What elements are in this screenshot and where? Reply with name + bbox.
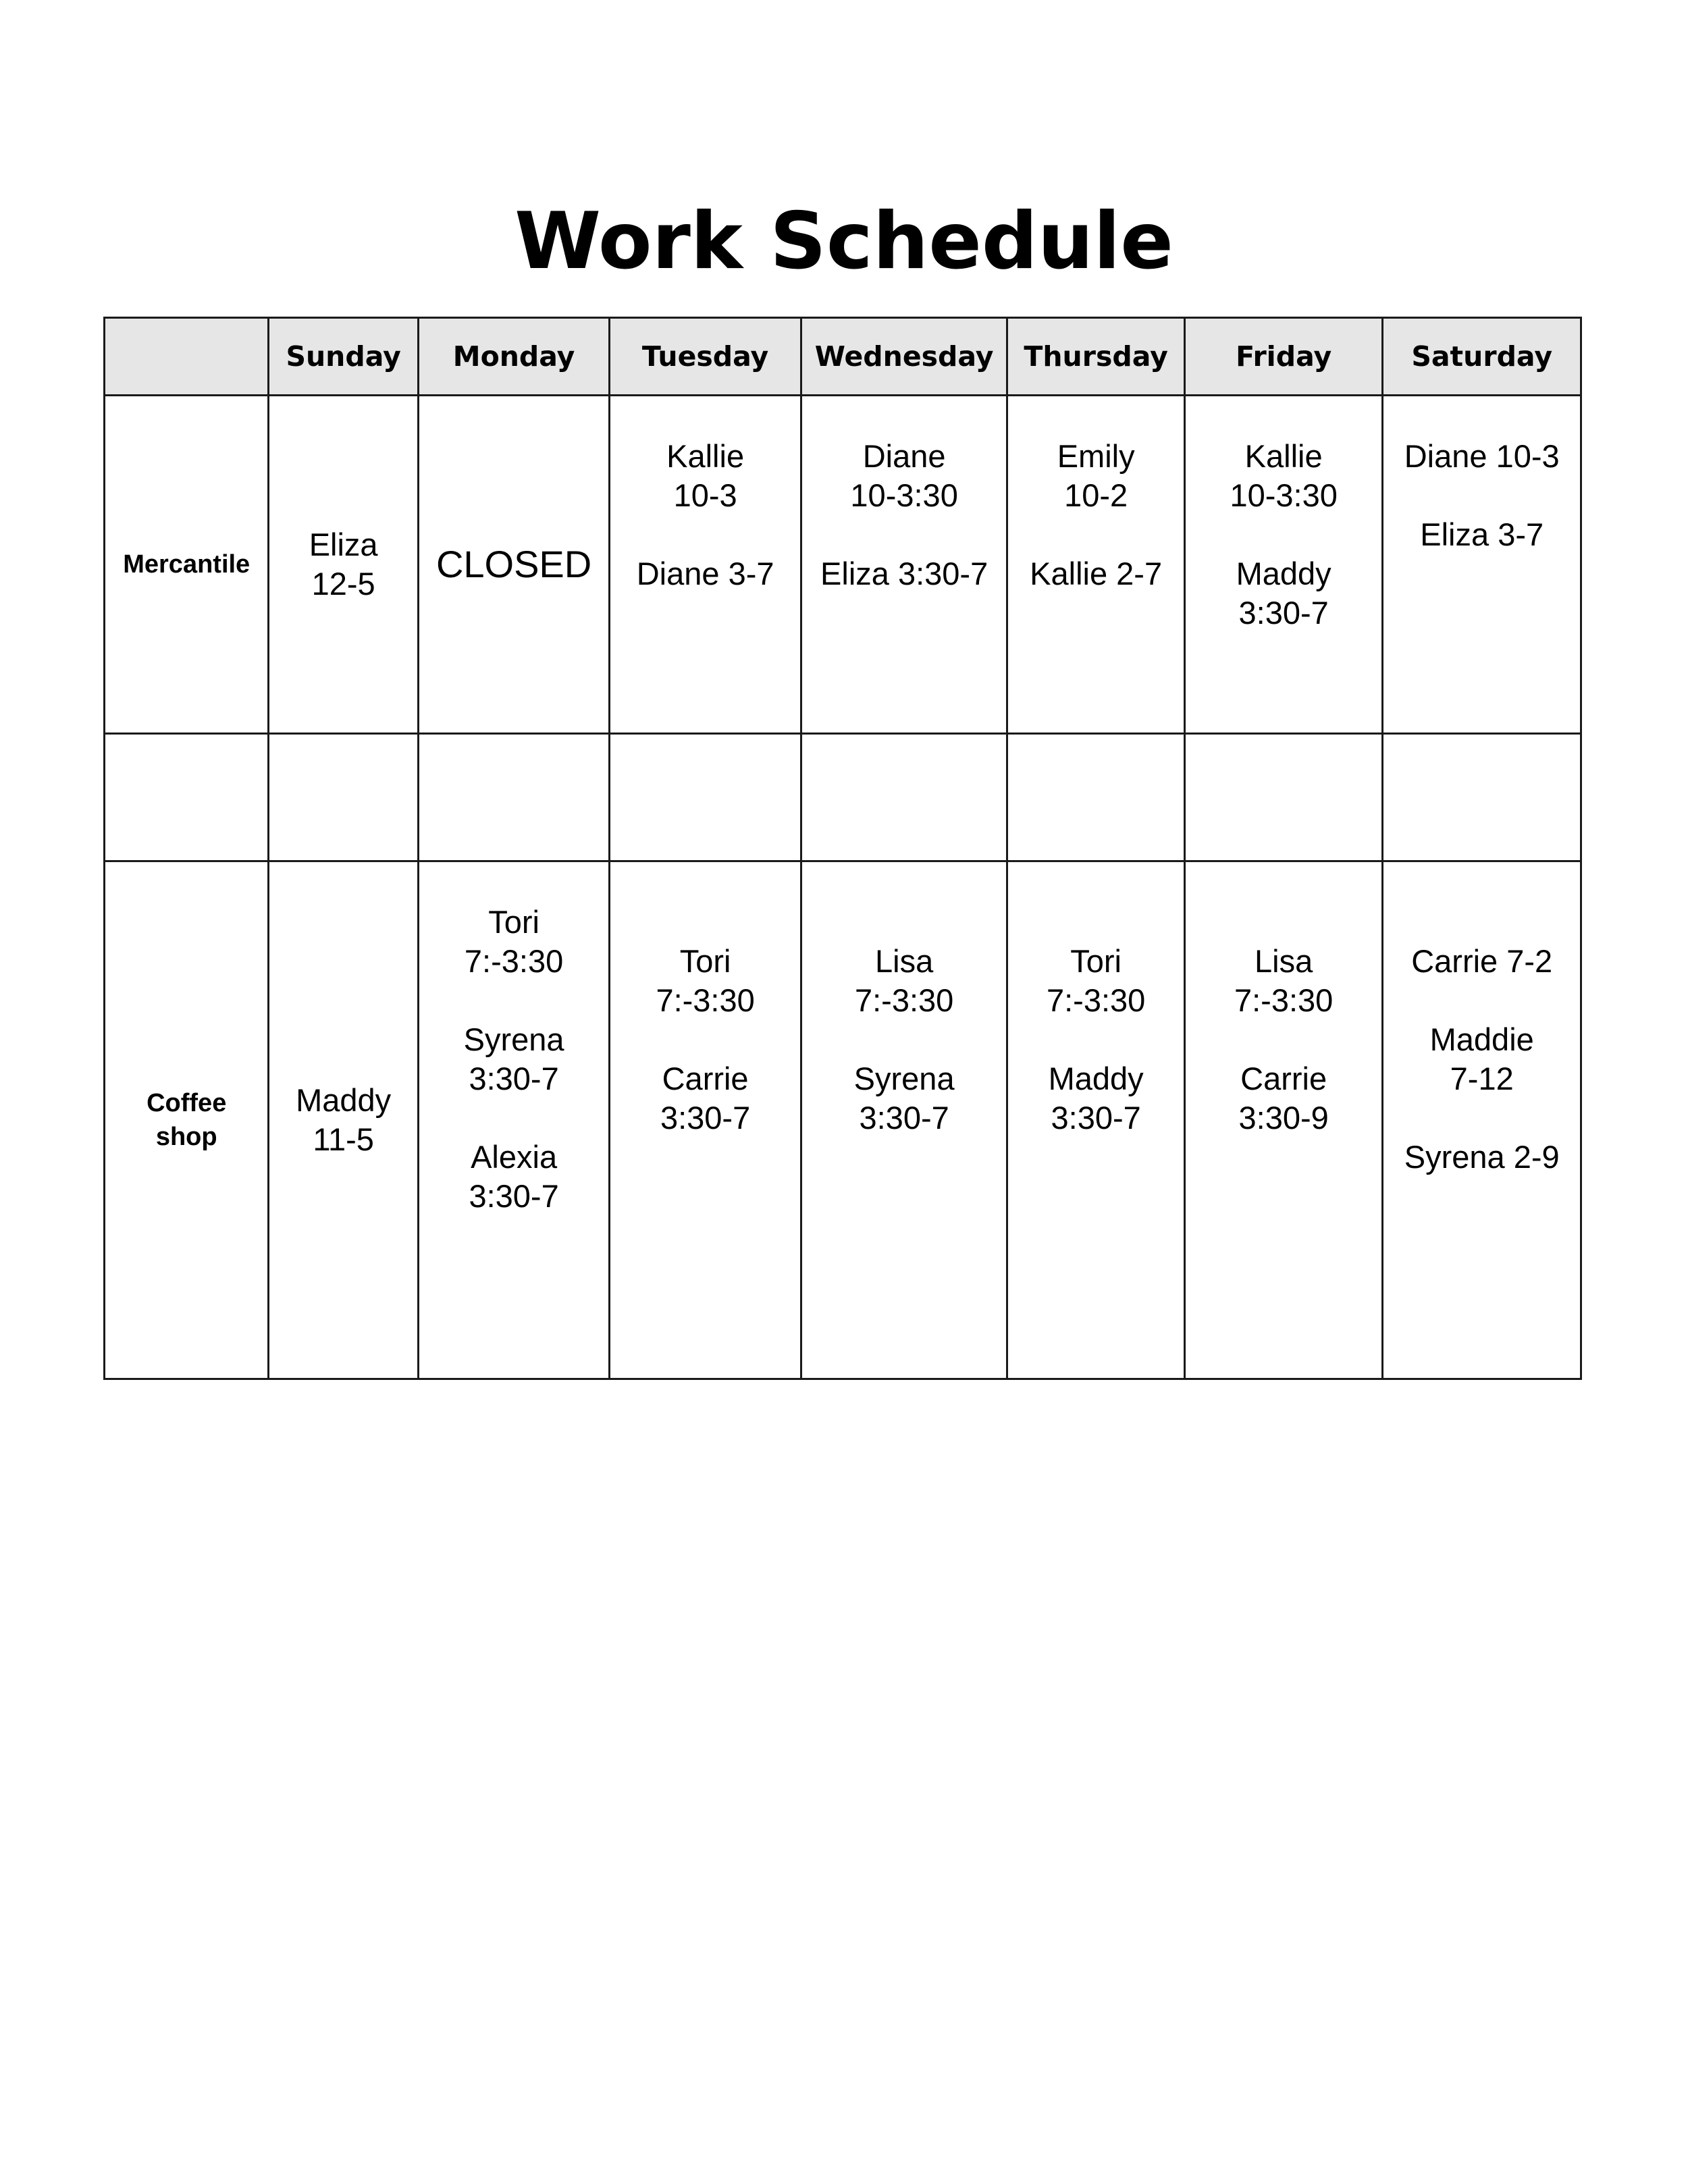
shift-name: Syrena	[463, 1021, 564, 1057]
mercantile-saturday-cell	[1383, 396, 1581, 734]
shift-time: 3:30-7	[1051, 1100, 1141, 1136]
shift-name: Lisa	[875, 943, 934, 979]
coffee-monday-cell	[418, 861, 610, 1379]
mercantile-thursday-cell	[1007, 396, 1184, 734]
label-line: Coffee	[147, 1089, 227, 1117]
header-sunday: Sunday	[269, 318, 418, 396]
shift-time: 7:-3:30	[854, 982, 954, 1018]
empty-row	[105, 734, 1581, 861]
shift-name: Syrena	[853, 1061, 955, 1096]
shift-time: 7:-3:30	[464, 943, 564, 979]
label-line: shop	[155, 1123, 217, 1151]
mercantile-wednesday-cell	[801, 396, 1007, 734]
mercantile-friday-cell	[1184, 396, 1383, 734]
empty-cell	[1007, 734, 1184, 861]
shift-time: 3:30-9	[1238, 1100, 1329, 1136]
mercantile-label: Mercantile	[105, 396, 269, 734]
coffee-wednesday-cell	[801, 861, 1007, 1379]
header-friday: Friday	[1184, 318, 1383, 396]
shift-time: 3:30-7	[469, 1061, 559, 1096]
header-thursday: Thursday	[1007, 318, 1184, 396]
shift-name: Maddy	[296, 1082, 392, 1118]
shift-time: 12-5	[311, 566, 375, 602]
shift-time: 7:-3:30	[656, 982, 755, 1018]
shift-time: 10-3:30	[850, 477, 958, 513]
shift-name: Maddy	[1236, 556, 1331, 591]
header-tuesday: Tuesday	[610, 318, 801, 396]
shift-time: 11-5	[313, 1121, 374, 1157]
shift-entry: Kallie 2-7	[1030, 556, 1163, 591]
shift-entry: Eliza 3-7	[1420, 516, 1544, 552]
header-monday: Monday	[418, 318, 610, 396]
shift-name: Alexia	[471, 1139, 558, 1175]
shift-time: 3:30-7	[660, 1100, 751, 1136]
shift-name: Emily	[1057, 438, 1135, 474]
schedule-table	[103, 317, 1582, 1380]
shift-name: Diane	[862, 438, 946, 474]
coffee-tuesday-cell	[610, 861, 801, 1379]
shift-time: 7:-3:30	[1234, 982, 1334, 1018]
coffee-friday-cell	[1184, 861, 1383, 1379]
empty-cell	[610, 734, 801, 861]
shift-name: Eliza	[309, 527, 378, 562]
mercantile-tuesday-cell	[610, 396, 801, 734]
mercantile-sunday-cell	[269, 396, 418, 734]
coffee-saturday-cell	[1383, 861, 1581, 1379]
empty-cell	[269, 734, 418, 861]
shift-name: Carrie	[1240, 1061, 1327, 1096]
shift-entry: Syrena 2-9	[1404, 1139, 1560, 1175]
coffee-thursday-cell	[1007, 861, 1184, 1379]
coffee-sunday-cell	[269, 861, 418, 1379]
mercantile-monday-cell	[418, 396, 610, 734]
empty-cell	[1383, 734, 1581, 861]
empty-cell	[418, 734, 610, 861]
shift-name: Kallie	[1244, 438, 1323, 474]
mercantile-row	[105, 396, 1581, 734]
shift-name: Maddie	[1429, 1021, 1534, 1057]
shift-time: 10-3	[673, 477, 737, 513]
empty-cell	[105, 734, 269, 861]
shift-time: 3:30-7	[1238, 595, 1329, 631]
shift-name: Kallie	[666, 438, 745, 474]
coffee-shop-row	[105, 861, 1581, 1379]
empty-cell	[1184, 734, 1383, 861]
page-title: Work Schedule	[515, 196, 1173, 287]
coffee-shop-label	[105, 861, 269, 1379]
shift-name: Lisa	[1255, 943, 1313, 979]
header-row	[105, 318, 1581, 396]
shift-time: 10-3:30	[1230, 477, 1338, 513]
shift-name: Tori	[679, 943, 731, 979]
shift-entry: Diane 3-7	[636, 556, 774, 591]
shift-entry: Diane 10-3	[1404, 438, 1560, 474]
shift-time: 10-2	[1064, 477, 1128, 513]
corner-header	[105, 318, 269, 396]
shift-time: 7:-3:30	[1046, 982, 1146, 1018]
shift-name: Tori	[488, 904, 539, 940]
shift-name: Carrie	[662, 1061, 749, 1096]
shift-time: 7-12	[1450, 1061, 1514, 1096]
shift-entry: Carrie 7-2	[1411, 943, 1553, 979]
header-saturday: Saturday	[1383, 318, 1581, 396]
shift-entry: Eliza 3:30-7	[820, 556, 988, 591]
closed-label: CLOSED	[436, 543, 592, 585]
shift-time: 3:30-7	[859, 1100, 949, 1136]
shift-name: Tori	[1070, 943, 1122, 979]
shift-time: 3:30-7	[469, 1178, 559, 1214]
empty-cell	[801, 734, 1007, 861]
header-wednesday: Wednesday	[801, 318, 1007, 396]
shift-name: Maddy	[1048, 1061, 1144, 1096]
